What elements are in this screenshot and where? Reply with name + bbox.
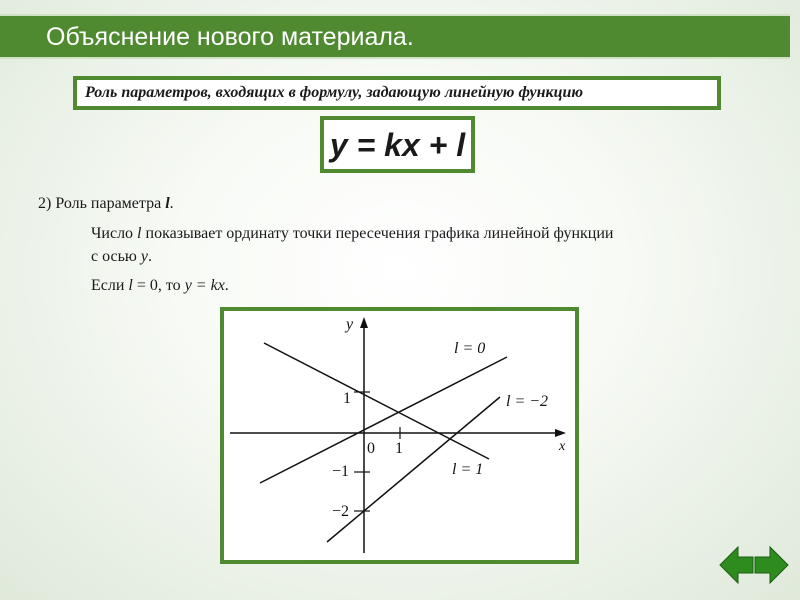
p2-axis: y: [140, 248, 148, 265]
page-title: Объяснение нового материала.: [46, 23, 414, 51]
arrow-right-icon[interactable]: [755, 547, 788, 583]
x-tick-1-label: 1: [395, 440, 403, 457]
label-l1: l = 1: [452, 461, 484, 478]
heading-param: l: [165, 195, 170, 212]
line-l1: [264, 343, 489, 459]
y-axis-label: y: [346, 316, 354, 333]
p3-text-b: = 0, то: [132, 277, 185, 294]
nav-svg: [718, 544, 790, 586]
paragraph-line-2: [91, 247, 152, 267]
subtitle-text: Роль параметров, входящих в формулу, задающую линейную функцию: [85, 84, 584, 101]
label-lm2: l = −2: [506, 393, 549, 410]
heading-suffix: .: [169, 195, 174, 212]
paragraph-line-1: [91, 224, 614, 244]
y-tick-m1-label: −1: [332, 463, 350, 480]
section-heading: [38, 194, 174, 214]
origin-label: 0: [367, 440, 375, 457]
heading-prefix: 2) Роль параметра: [38, 195, 166, 212]
graph-svg: [224, 311, 575, 560]
y-axis-arrow: [360, 317, 368, 328]
paragraph-line-3: [91, 276, 229, 296]
p1-text-a: Число: [91, 225, 138, 242]
p3-text-c: .: [224, 277, 229, 294]
formula-box: [320, 116, 475, 173]
p1-param: l: [137, 225, 142, 242]
subtitle-box: [73, 76, 721, 110]
y-tick-1-label: 1: [343, 390, 351, 407]
header-bar: [0, 14, 790, 59]
p3-text-a: Если: [91, 277, 129, 294]
x-axis-arrow: [555, 429, 566, 437]
graph-box: [220, 307, 579, 564]
arrow-left-icon[interactable]: [720, 547, 753, 583]
p1-text-b: показывает ординату точки пересечения графика линейной функции: [141, 225, 614, 242]
navigation-arrows: [718, 544, 790, 586]
y-tick-m2-label: −2: [332, 503, 350, 520]
p3-formula: y = kx: [184, 277, 225, 294]
label-l0: l = 0: [454, 340, 486, 357]
x-axis-label: x: [559, 439, 566, 454]
formula-text: y = kx + l: [329, 127, 466, 163]
p2-text-b: .: [147, 248, 152, 265]
p3-param: l: [128, 277, 133, 294]
p2-text-a: с осью: [91, 248, 141, 265]
